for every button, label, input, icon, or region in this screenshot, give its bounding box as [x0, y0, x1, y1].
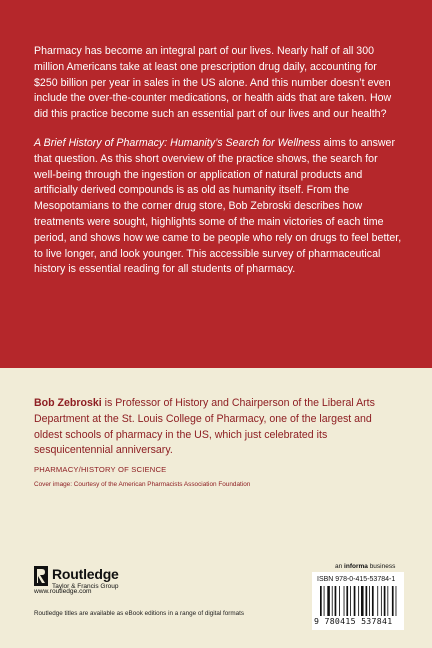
informa-business-label [335, 563, 395, 570]
publisher-website: www.routledge.com [34, 588, 92, 595]
informa-prefix: an [335, 563, 345, 570]
blurb-paragraph-1: Pharmacy has become an integral part of our lives. Nearly half of all 300 million Americans take at least one prescription drug daily, accounting for $250 billion per year in sales in the US alone. And this number doesn’t even include the over-the-counter medications, or health aids that are taken. How did this practice become such an essential part of our lives and our health? [34, 45, 392, 121]
subject-category: PHARMACY/HISTORY OF SCIENCE [34, 465, 167, 475]
informa-suffix: business [367, 563, 396, 570]
author-bio [34, 396, 402, 459]
blurb-paragraph-2-text: aims to answer that question. As this short overview of the practice shows, the search for well-being through the ingestion or application of natural products and artificially derived compounds is as old as humanity itself. From the Mesopotamians to the corner drug store, Bob Zebroski describes how treatments were sought, highlights some of the main victories of each time period, and shows how we came to be people who rely on drugs to feel better, to live longer, and look younger. This accessible survey of pharmaceutical history is essential reading for all students of pharmacy. [34, 136, 402, 276]
ebook-note: Routledge titles are available as eBook editions in a range of digital formats [34, 610, 245, 617]
barcode-label [312, 572, 404, 630]
barcode-icon [320, 586, 398, 616]
blurb-paragraph-2 [34, 136, 402, 278]
book-title: A Brief History of Pharmacy: Humanity’s Search for Wellness [34, 136, 321, 149]
barcode-digits: 9 780415 537841 [314, 616, 393, 626]
author-name: Bob Zebroski [34, 397, 102, 409]
informa-brand: informa [344, 563, 368, 570]
isbn-text: ISBN 978-0-415-53784-1 [317, 576, 396, 583]
publisher-name: Routledge [52, 566, 119, 582]
routledge-logo-icon [34, 566, 48, 586]
cover-credit: Cover image: Courtesy of the American Pharmacists Association Foundation [34, 481, 251, 489]
author-bio-text: is Professor of History and Chairperson of the Liberal Arts Department at the St. Louis College of Pharmacy, one of the largest and oldest schools of pharmacy in the US, which just celebrated its sesquicentennial anniversary. [34, 397, 375, 457]
publisher-group: Taylor & Francis Group [52, 583, 119, 590]
